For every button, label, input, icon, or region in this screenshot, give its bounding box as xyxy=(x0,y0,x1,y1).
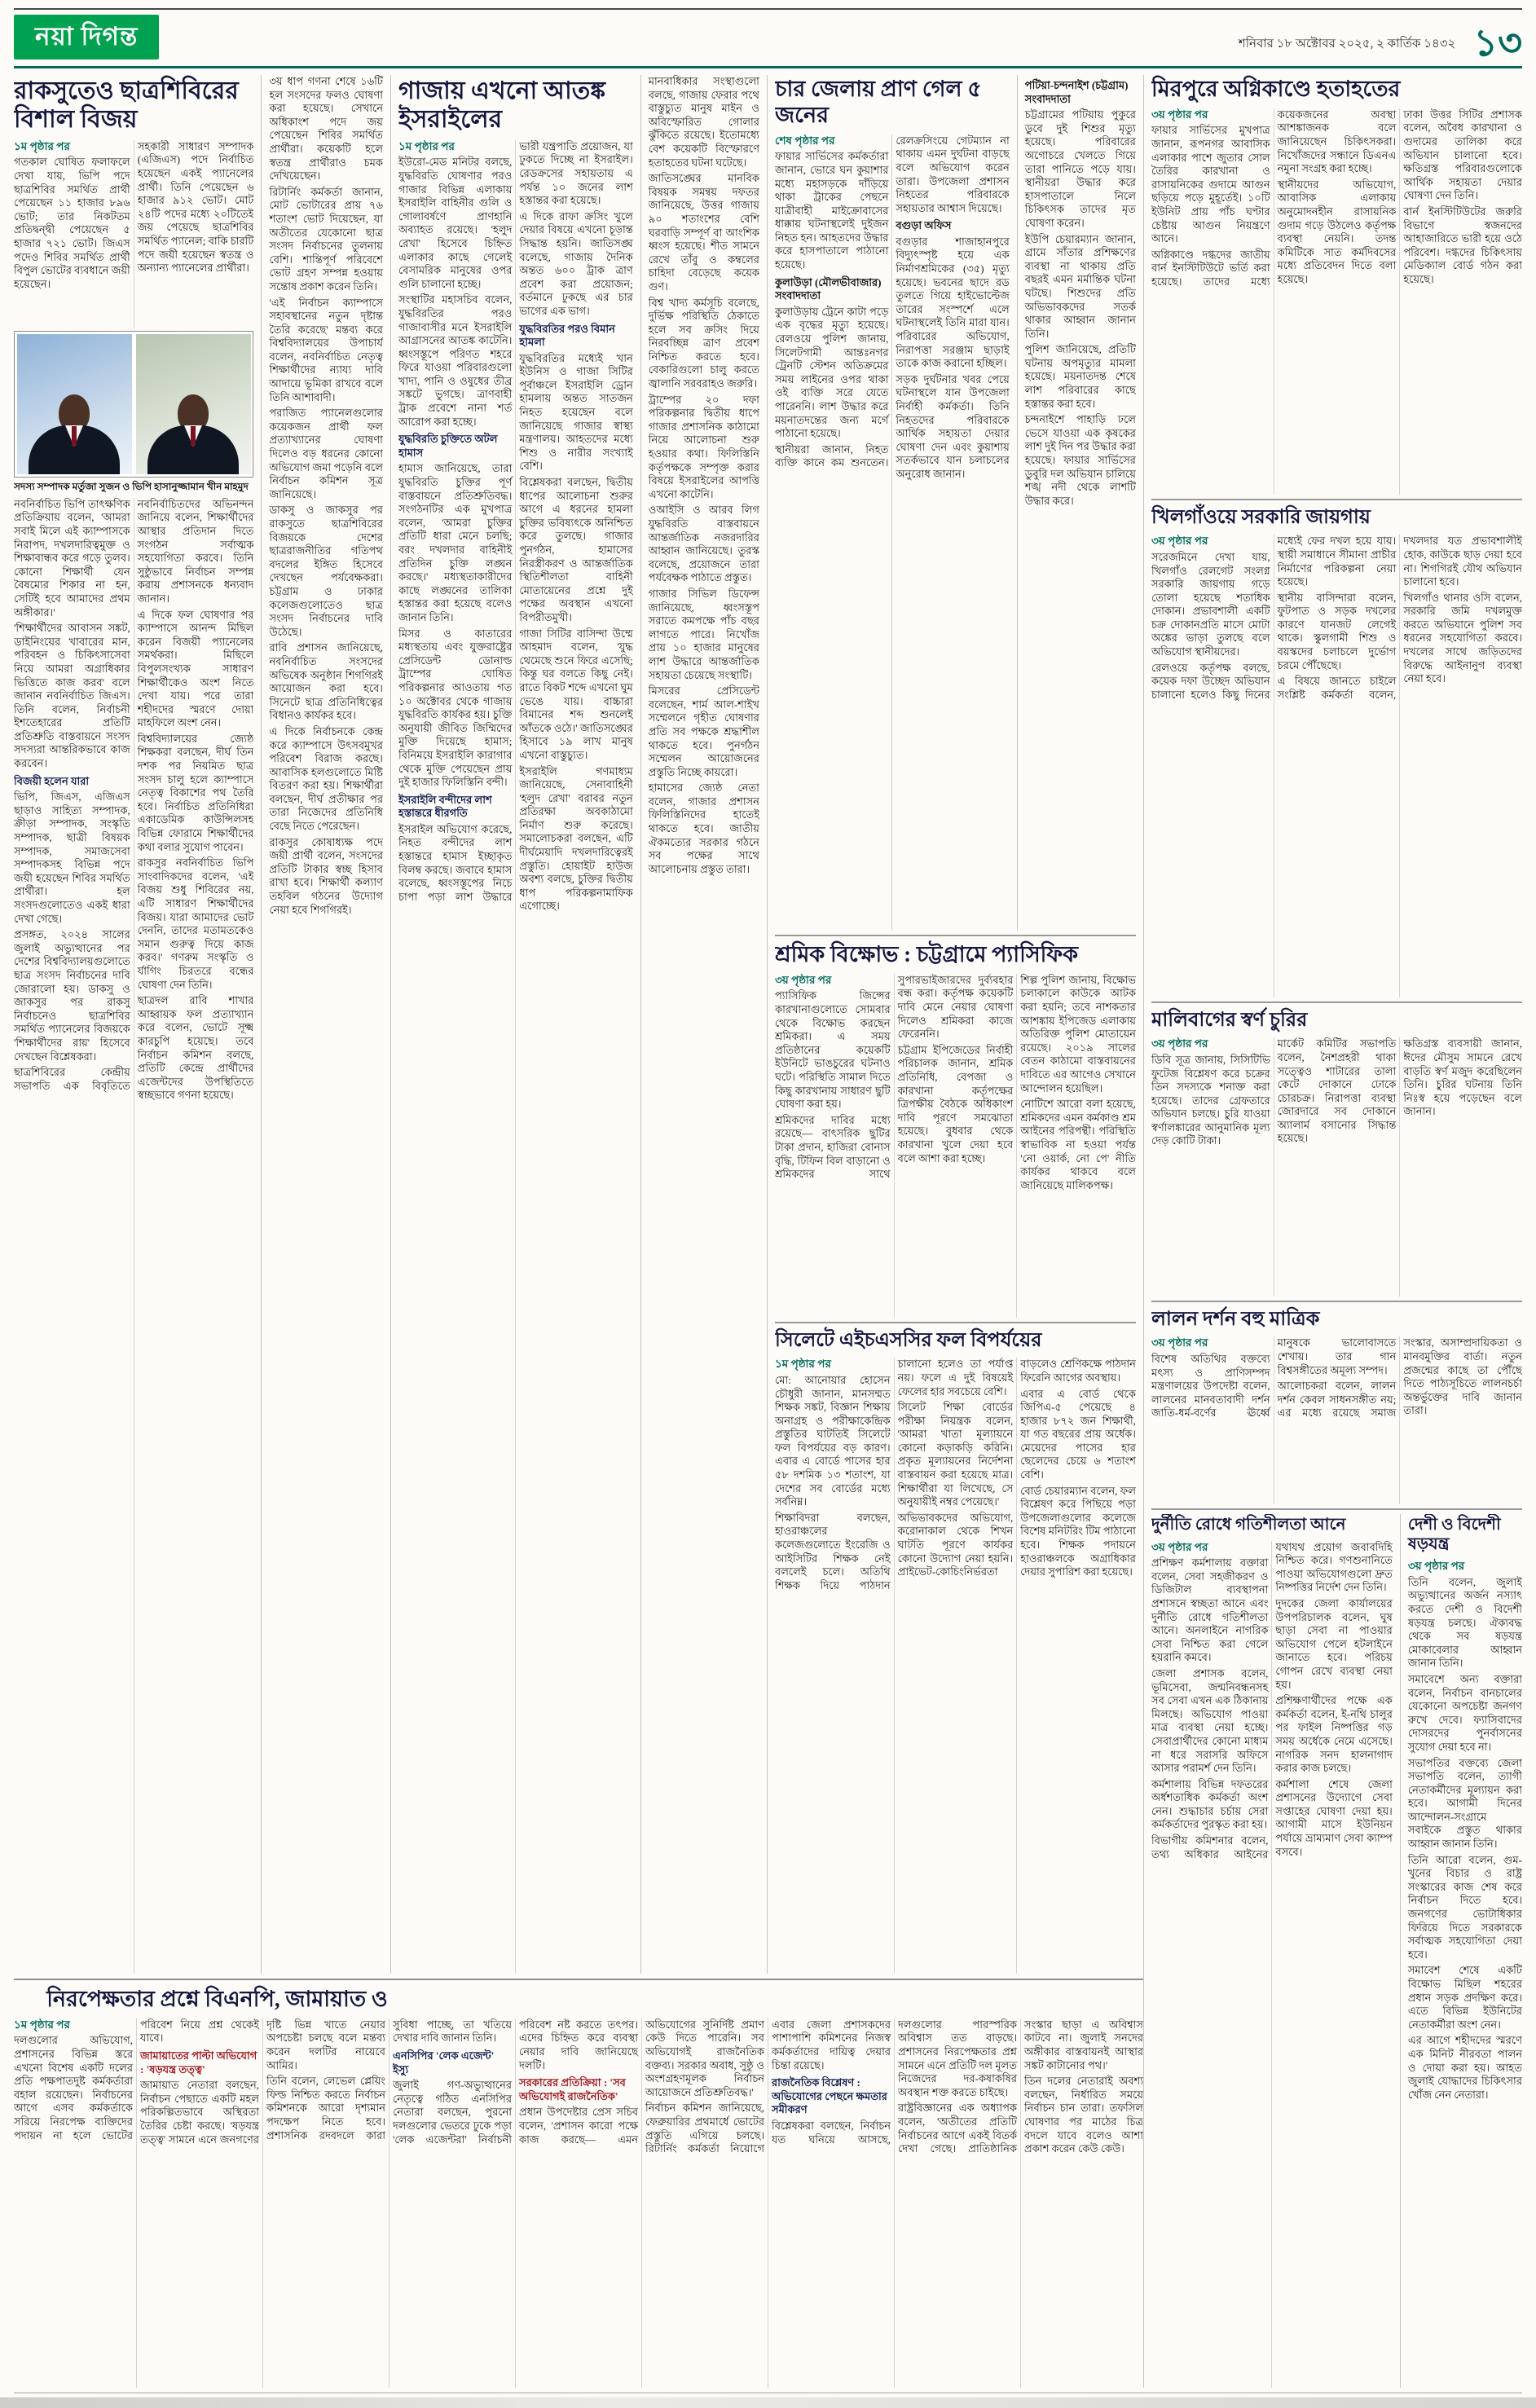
headline-raksu: রাকসুতেও ছাত্রশিবিরের বিশাল বিজয় xyxy=(14,77,239,134)
paragraph: ছাত্রশিবিরের কেন্দ্রীয় সভাপতি এক বিবৃতিতে নবনির্বাচিতদের অভিনন্দন জানিয়ে বলেন, শিক্ষার্থীদের আস্থার প্রতিদান দিতে সংগঠন সর্বাত্মক সহযোগিতা করবে। তিনি সুষ্ঠুভাবে নির্বাচন সম্পন্ন করায় প্রশাসনকে ধন্যবাদ জানান। xyxy=(14,497,254,1092)
scan-edge xyxy=(0,2397,1536,2408)
paragraph: সহকারী সাধারণ সম্পাদক (এজিএস) পদে নির্বাচিত হয়েছেন একই প্যানেলের প্রার্থী। তিনি পেয়েছেন ৬ হাজার ৯১২ ভোট। মোট ২৪টি পদের মধ্যে ২০টিতেই জয় পেয়েছে ছাত্রশিবির সমর্থিত প্যানেল; বাকি চারটি পদে জয়ী হয়েছেন স্বতন্ত্র ও অন্যান্য প্যানেলের প্রার্থীরা। xyxy=(137,139,254,275)
continuation-marker: ৩য় পৃষ্ঠার পর xyxy=(1407,1560,1465,1573)
headline-sylhet: সিলেটে এইচএসসির ফল বিপর্যয়ের xyxy=(774,1330,1042,1351)
newspaper-logo: নয়া দিগন্ত xyxy=(14,15,159,59)
continuation-marker: ৩য় পৃষ্ঠার পর xyxy=(1151,1540,1208,1553)
continuation-marker: ৩য় পৃষ্ঠার পর xyxy=(1151,1336,1208,1349)
article-raksu xyxy=(14,75,390,1974)
headline-mirpur: মিরপুরে অগ্নিকাণ্ডে হতাহতের xyxy=(1151,77,1401,101)
paragraph: দুদকের জেলা কার্যালয়ের উপপরিচালক বলেন, ঘুষ ছাড়া সেবা না পাওয়ার অভিযোগ পেলে হটলাইনে জানাতে হবে। পরিচয় গোপন রেখে ব্যবস্থা নেয়া হয়। xyxy=(1275,1596,1393,1691)
paragraph: নোটিশে আরো বলা হয়েছে, শ্রমিকদের এমন কর্মকাণ্ড শ্রম আইনের পরিপন্থী। পরিস্থিতি স্বাভাবিক না হওয়া পর্যন্ত 'নো ওয়ার্ক, নো পে' নীতি কার্যকর থাকবে বলে জানিয়েছে মালিকপক্ষ। xyxy=(1020,1098,1136,1191)
article-sylhet xyxy=(775,1322,1136,1974)
masthead-right xyxy=(1238,21,1522,64)
paragraph: গাজার সিভিল ডিফেন্স জানিয়েছে, ধ্বংসস্তূপ সরাতে কমপক্ষে পাঁচ বছর লাগতে পারে। নিখোঁজ প্রায় ১০ হাজার মানুষের লাশ উদ্ধারে আন্তর্জাতিক সহায়তা চেয়েছে সংস্থাটি। xyxy=(648,587,759,681)
continuation-marker: শেষ পৃষ্ঠার পর xyxy=(774,134,835,147)
headline-malibag: মালিবাগের স্বর্ণ চুরির xyxy=(1151,1010,1308,1031)
paragraph: কুলাউড়ায় ট্রেনে কাটা পড়ে এক বৃদ্ধের মৃত্যু হয়েছে। রেলওয়ে পুলিশ জানায়, সিলেটগামী আন্তঃনগর ট্রেনটি স্টেশন অতিক্রমের সময় লাইনের ওপর থাকা ওই ব্যক্তি সরে যেতে পারেননি। লাশ উদ্ধার করে ময়নাতদন্তের জন্য মর্গে পাঠানো হয়েছে। xyxy=(774,305,889,440)
paragraph: সরেজমিনে দেখা যায়, খিলগাঁও রেলগেট সংলগ্ন সরকারি জায়গায় গড়ে তোলা হয়েছে শতাধিক দোকান। প্রভাবশালী একটি চক্র দোকানপ্রতি মাসে মোটা অঙ্কের ভাড়া তুলছে বলে অভিযোগ স্থানীয়দের। xyxy=(1151,550,1270,658)
paragraph: ইউরো-মেড মনিটর বলছে, যুদ্ধবিরতি ঘোষণার পরও গাজার বিভিন্ন এলাকায় ইসরাইলি বাহিনীর গুলি ও গোলাবর্ষণে প্রাণহানি অব্যাহত রয়েছে। 'হলুদ রেখা' হিসেবে চিহ্নিত এলাকার কাছে গেলেই বেসামরিক মানুষের ওপর গুলি চালানো হচ্ছে। xyxy=(398,156,513,290)
paragraph: প্রসঙ্গত, ২০২৪ সালের জুলাই অভ্যুত্থানের পর দেশের বিশ্ববিদ্যালয়গুলোতে ছাত্র সংসদ নির্বাচনের দাবি জোরালো হয়। ডাকসু ও জাকসুর পর রাকসু নির্বাচনেও ছাত্রশিবির সমর্থিত প্যানেলের বিজয়কে 'শিক্ষার্থীদের রায়' হিসেবে দেখছেন বিশ্লেষকরা। xyxy=(14,928,130,1063)
article-side-column xyxy=(1017,75,1136,931)
portrait-photo-right xyxy=(136,334,251,474)
sub-headline: ইসরাইলি বন্দীদের লাশ হস্তান্তরে ধীরগতি xyxy=(398,793,492,820)
article-deshi xyxy=(1400,1514,1522,2388)
middle-rail xyxy=(767,75,1143,1974)
continuation-marker: ৩য় পৃষ্ঠার পর xyxy=(774,973,832,986)
article-body xyxy=(1151,535,1522,997)
sub-headline: যুদ্ধবিরতি চুক্তিতে অটল হামাস xyxy=(398,433,498,459)
paragraph: শ্রমিকদের দাবির মধ্যে রয়েছে— বাৎসরিক ছুটির টাকা প্রদান, হাজিরা বোনাস বৃদ্ধি, টিফিন বিল বাড়ানো ও শ্রমিকদের সাথে সুপারভাইজারদের দুর্ব্যবহার বন্ধ করা। কর্তৃপক্ষ কয়েকটি দাবি মেনে নেয়ার ঘোষণা দিলেও শ্রমিকরা কাজে ফেরেননি। xyxy=(774,973,1014,1181)
paragraph: এ দিকে নির্বাচনকে কেন্দ্র করে ক্যাম্পাসে উৎসবমুখর পরিবেশ বিরাজ করছে। আবাসিক হলগুলোতে মিষ্টি বিতরণ করা হয়। শিক্ষার্থীরা বলছেন, দীর্ঘ প্রতীক্ষার পর তারা নিজেদের প্রতিনিধি বেছে নিতে পেরেছেন। xyxy=(269,724,383,833)
article-body xyxy=(398,140,633,1974)
paragraph: বার্ন ইনস্টিটিউটের জরুরি বিভাগে স্বজনদের আহাজারিতে ভারী হয়ে ওঠে পরিবেশ। দগ্ধদের চিকিৎসায় মেডিক্যাল বোর্ড গঠন করা হয়েছে। xyxy=(1403,205,1522,285)
left-region xyxy=(14,75,1143,2388)
article-nirapekkhata xyxy=(14,1979,1143,2388)
paragraph: চট্টগ্রামের পটিয়ায় পুকুরে ডুবে দুই শিশুর মৃত্যু হয়েছে। পরিবারের অগোচরে খেলতে গিয়ে তারা পানিতে পড়ে যায়। স্থানীয়রা উদ্ধার করে হাসপাতালে নিলে চিকিৎসক তাদের মৃত ঘোষণা করেন। xyxy=(1024,108,1136,229)
headline-char-jela: চার জেলায় প্রাণ গেল ৫ জনের xyxy=(774,77,982,127)
paragraph: ঢাকা উত্তর সিটির প্রশাসক বলেন, অবৈধ কারখানা ও গুদামের তালিকা করে অভিযান চালানো হবে। ক্ষতিগ্রস্ত পরিবারগুলোকে আর্থিক সহায়তা দেয়ার ঘোষণা দেন তিনি। xyxy=(1403,108,1522,202)
paragraph: প্যাসিফিক জিন্সের কারখানাগুলোতে সোমবার থেকে বিক্ষোভ করছেন শ্রমিকরা। এ সময় প্রতিষ্ঠানের কয়েকটি ইউনিটে ভাঙচুরের ঘটনাও ঘটে। পরিস্থিতি সামাল দিতে কিছু কারখানায় সাধারণ ছুটি ঘোষণা করা হয়। xyxy=(774,989,891,1111)
paragraph: তিনি বলেন, জুলাই অভ্যুত্থানের অর্জন নস্যাৎ করতে দেশী ও বিদেশী ষড়যন্ত্র চলছে। ঐক্যবদ্ধ থেকে সব ষড়যন্ত্র মোকাবেলার আহ্বান জানান তিনি। xyxy=(1407,1575,1522,1670)
paragraph: গতকাল ঘোষিত ফলাফলে দেখা যায়, ভিপি পদে ছাত্রশিবির সমর্থিত প্রার্থী পেয়েছেন ১১ হাজার ৮৯৬ ভোট; তার নিকটতম প্রতিদ্বন্দ্বী পেয়েছেন ৫ হাজার ৭২১ ভোট। জিএস পদেও শিবির সমর্থিত প্রার্থী বিপুল ভোটের ব্যবধানে জয়ী হয়েছেন। xyxy=(14,156,130,290)
article-body xyxy=(14,498,253,1974)
photo-caption: সদস্য সম্পাদক মর্তুজা সুজন ও ভিপি হাসানুজ্জামান খীন মাহমুদ xyxy=(14,480,249,492)
paragraph: মিসরের প্রেসিডেন্ট বলেছেন, শার্ম আল-শাইখ সম্মেলনে গৃহীত ঘোষণার প্রতি সব পক্ষকে শ্রদ্ধাশীল থাকতে হবে। পুনর্গঠন সম্মেলন আয়োজনের প্রস্তুতি নিচ্ছে কায়রো। xyxy=(648,685,759,778)
continuation-marker: ৩য় পৃষ্ঠার পর xyxy=(1151,108,1208,121)
paragraph: পরাজিত প্যানেলগুলোর কয়েকজন প্রার্থী ফল প্রত্যাখ্যানের ঘোষণা দিলেও বড় ধরনের কোনো অভিযোগ জমা পড়েনি বলে নির্বাচন কমিশন সূত্র জানিয়েছে। xyxy=(269,407,383,500)
paragraph: ট্রাম্পের ২০ দফা পরিকল্পনার দ্বিতীয় ধাপে গাজার প্রশাসনিক কাঠামো নিয়ে আলোচনা শুরু হওয়ার কথা। ফিলিস্তিনি কর্তৃপক্ষকে সম্পৃক্ত করার বিষয়ে ইসরাইলের আপত্তি এখনো কাটেনি। xyxy=(648,393,759,500)
article-body xyxy=(775,1358,1136,1974)
paragraph: ফায়ার সার্ভিসের মুখপাত্র জানান, রূপনগর আবাসিক এলাকার পাশে জুতার সোল তৈরির কারখানা ও রাসায়নিকের গুদামে আগুন ছড়িয়ে পড়ে মুহূর্তেই। ১০টি ইউনিট প্রায় পাঁচ ঘণ্টার চেষ্টায় আগুন নিয়ন্ত্রণে আনে। xyxy=(1151,124,1270,245)
paragraph: রিটার্নিং কর্মকর্তা জানান, মোট ভোটারের প্রায় ৭৬ শতাংশ ভোট দিয়েছেন, যা অতীতের যেকোনো ছাত্র সংসদ নির্বাচনের তুলনায় বেশি। শান্তিপূর্ণ পরিবেশে ভোট গ্রহণ সম্পন্ন হওয়ায় সন্তোষ প্রকাশ করেন তিনি। xyxy=(269,185,383,293)
paragraph: চন্দনাইশে পাহাড়ি ঢলে ভেসে যাওয়া এক কৃষকের লাশ দুই দিন পর উদ্ধার করা হয়েছে। ফায়ার সার্ভিসের ডুবুরি দল অভিযান চালিয়ে শঙ্খ নদী থেকে লাশটি উদ্ধার করে। xyxy=(1024,413,1136,507)
right-bottom-duo xyxy=(1151,1508,1522,2388)
paragraph: যুদ্ধবিরতির মধ্যেই খান ইউনিস ও গাজা সিটির পূর্বাঞ্চলে ইসরাইলি ড্রোন হামলায় অন্তত সাতজন নিহত হয়েছেন বলে জানিয়েছে গাজার স্বাস্থ্য মন্ত্রণালয়। আহতদের মধ্যে শিশু ও নারীর সংখ্যাই বেশি। xyxy=(519,351,633,473)
paragraph: বিভাগীয় কমিশনার বলেন, তথ্য অধিকার আইনের যথাযথ প্রয়োগ জবাবদিহি নিশ্চিত করে। গণশুনানিতে পাওয়া অভিযোগগুলো দ্রুত নিষ্পত্তির নির্দেশ দেন তিনি। xyxy=(1151,1540,1393,1860)
paragraph: এবার এ বোর্ড থেকে জিপিএ-৫ পেয়েছে ৪ হাজার ৮৭২ জন শিক্ষার্থী, যা গত বছরের প্রায় অর্ধেক। মেয়েদের পাসের হার ছেলেদের চেয়ে ৬ শতাংশ বেশি। xyxy=(1020,1387,1136,1481)
article-gaza xyxy=(390,75,767,1974)
paragraph: বিশ্ব খাদ্য কর্মসূচি বলেছে, দুর্ভিক্ষ পরিস্থিতি ঠেকাতে হলে সব ক্রসিং দিয়ে নিরবচ্ছিন্ন ত্রাণ প্রবেশ নিশ্চিত করতে হবে। বেকারিগুলো চালু করতে জ্বালানি সরবরাহও জরুরি। xyxy=(648,296,759,390)
paragraph: ভিপি, জিএস, এজিএস ছাড়াও সাহিত্য সম্পাদক, ক্রীড়া সম্পাদক, সংস্কৃতি সম্পাদক, ছাত্রী বিষয়ক সম্পাদক, সমাজসেবা সম্পাদকসহ বিভিন্ন পদে জয়ী হয়েছেন শিবির সমর্থিত প্রার্থীরা। হল সংসদগুলোতেও একই ধারা দেখা গেছে। xyxy=(14,790,130,925)
continuation-marker: ১ম পৃষ্ঠার পর xyxy=(774,1358,831,1371)
article-lalon xyxy=(1151,1301,1522,1504)
paragraph: প্রশিক্ষণার্থীদের পক্ষে এক কর্মকর্তা বলেন, ই-নথি চালুর পর ফাইল নিষ্পত্তির গড় সময় অর্ধেকে নেমে এসেছে। নাগরিক সনদ হালনাগাদ করার কাজ চলছে। xyxy=(1275,1694,1393,1775)
date-line: শনিবার ১৮ অক্টোবর ২০২৫, ২ কার্তিক ১৪৩২ xyxy=(1238,37,1456,51)
paragraph: এর আগে শহীদদের স্মরণে এক মিনিট নীরবতা পালন ও দোয়া করা হয়। আহত জুলাই যোদ্ধাদের চিকিৎসার খোঁজ নেন নেতারা। xyxy=(1407,2034,1522,2101)
sub-headline: যুদ্ধবিরতির পরও বিমান হামলা xyxy=(519,322,615,349)
article-body xyxy=(775,134,1010,931)
paragraph: তিনি বলেন, লেভেল প্লেয়িং ফিল্ড নিশ্চিত করতে নির্বাচন কমিশনকে আরো দৃশ্যমান পদক্ষেপ নিতে হবে। প্রশাসনিক রদবদলে কারা সুবিধা পাচ্ছে, তা খতিয়ে দেখার দাবি জানান তিনি। xyxy=(266,2018,512,2142)
article-body xyxy=(1151,1336,1522,1504)
continuation-marker: ১ম পৃষ্ঠার পর xyxy=(14,139,70,152)
headline-deshi: দেশী ও বিদেশী ষড়যন্ত্র xyxy=(1407,1516,1501,1553)
paragraph: রাকসুর কোষাধ্যক্ষ পদে জয়ী প্রার্থী বলেন, সংসদের প্রতিটি টাকার স্বচ্ছ হিসাব রাখা হবে। শিক্ষার্থী কল্যাণ তহবিল গঠনের উদ্যোগ নেয়া হবে শিগগিরই। xyxy=(269,835,383,916)
portrait-photo-left xyxy=(17,334,132,474)
article-body xyxy=(775,974,1136,1318)
article-body xyxy=(1151,108,1522,495)
paragraph: স্থানীয়দের অভিযোগ, আবাসিক এলাকায় অনুমোদনহীন রাসায়নিক গুদাম গড়ে উঠলেও কর্তৃপক্ষ ব্যবস্থা নেয়নি। তদন্ত কমিটিকে সাত কর্মদিবসের মধ্যে প্রতিবেদন দিতে বলা হয়েছে। xyxy=(1277,178,1397,285)
paragraph: সমাবেশ শেষে একটি বিক্ষোভ মিছিল শহরের প্রধান সড়ক প্রদক্ষিণ করে। এতে বিভিন্ন ইউনিটের নেতাকর্মীরা অংশ নেন। xyxy=(1407,1964,1522,2031)
paragraph: শিল্প পুলিশ জানায়, বিক্ষোভ চলাকালে কাউকে আটক করা হয়নি; তবে নাশকতার আশঙ্কায় ইপিজেড এলাকায় অতিরিক্ত পুলিশ মোতায়েন রয়েছে। ২০১৯ সালের বেতন কাঠামো বাস্তবায়নের দাবিতে এর আগেও সেখানে আন্দোলন হয়েছিল। xyxy=(1020,973,1136,1094)
paragraph: ইসরাইলি গণমাধ্যম জানিয়েছে, সেনাবাহিনী 'হলুদ রেখা' বরাবর নতুন প্রতিরক্ষা অবকাঠামো নির্মাণ শুরু করেছে। সমালোচকরা বলছেন, এটি দীর্ঘমেয়াদি দখলদারিত্বেরই প্রস্তুতি। হোয়াইট হাউজ অবশ্য বলছে, চুক্তির দ্বিতীয় ধাপ পরিকল্পনামাফিক এগোচ্ছে। xyxy=(519,764,633,913)
top-rails xyxy=(14,75,1143,1974)
paragraph: ছাত্রদল রাবি শাখার আহ্বায়ক ফল প্রত্যাখ্যান করে বলেন, ভোটে সূক্ষ্ম কারচুপি হয়েছে। তবে নির্বাচন কমিশন বলছে, প্রতিটি কেন্দ্রে প্রার্থীদের এজেন্টদের উপস্থিতিতে স্বচ্ছভাবে গণনা হয়েছে। xyxy=(137,994,254,1102)
article-khilgaon xyxy=(1151,499,1522,997)
paragraph: দলগুলোর অভিযোগ, প্রশাসনের বিভিন্ন স্তরে এখনো বিশেষ একটি দলের প্রতি পক্ষপাতদুষ্ট কর্মকর্তারা বহাল রয়েছেন। নির্বাচনের আগে এসব কর্মকর্তাকে সরিয়ে নিরপেক্ষ ব্যক্তিদের পদায়ন না হলে ভোটের পরিবেশ নিয়ে প্রশ্ন থেকেই যাবে। xyxy=(14,2018,259,2142)
paragraph: 'এই নির্বাচন ক্যাম্পাসে সহাবস্থানের নতুন দৃষ্টান্ত তৈরি করেছে' মন্তব্য করে বিশ্ববিদ্যালয়ের উপাচার্য বলেন, নবনির্বাচিত নেতৃত্ব শিক্ষার্থীদের ন্যায্য দাবি আদায়ে ভূমিকা রাখবে বলে তিনি আশাবাদী। xyxy=(269,296,383,403)
paragraph: বোর্ড চেয়ারম্যান বলেন, ফল বিশ্লেষণ করে পিছিয়ে পড়া উপজেলাগুলোর কলেজে বিশেষ মনিটরিং টিম পাঠানো হবে। শিক্ষক পদায়নে হাওরাঞ্চলকে অগ্রাধিকার দেয়ার সুপারিশ করা হয়েছে। xyxy=(1020,1484,1136,1578)
sub-headline: বিজয়ী হলেন যারা xyxy=(14,774,90,787)
sub-headline: এনসিপির 'লেক এজেন্ট' ইস্যু xyxy=(393,2049,495,2076)
paragraph: মিসর ও কাতারের মধ্যস্থতায় এবং যুক্তরাষ্ট্রের প্রেসিডেন্ট ডোনাল্ড ট্রাম্পের ঘোষিত পরিকল্পনার আওতায় গত ১০ অক্টোবর থেকে গাজায় যুদ্ধবিরতি কার্যকর হয়। চুক্তি অনুযায়ী জীবিত জিম্মিদের মুক্তি দিয়েছে হামাস; বিনিময়ে ইসরাইলি কারাগার থেকে মুক্তি পেয়েছেন প্রায় দুই হাজার ফিলিস্তিনি বন্দী। xyxy=(398,627,513,789)
paragraph: এ দিকে রাফা ক্রসিং খুলে দেয়ার বিষয়ে এখনো চূড়ান্ত সিদ্ধান্ত হয়নি। জাতিসঙ্ঘ বলেছে, গাজায় দৈনিক অন্তত ৬০০ ট্রাক ত্রাণ প্রবেশ করা প্রয়োজন; বর্তমানে ঢুকছে এর চার ভাগের এক ভাগ। xyxy=(519,209,633,317)
paragraph: জামায়াত নেতারা বলছেন, নির্বাচন পেছাতে একটি মহল পরিকল্পিতভাবে অস্থিরতা তৈরির চেষ্টা করছে। 'ষড়যন্ত্র তত্ত্ব' সামনে এনে জনগণের দৃষ্টি ভিন্ন খাতে নেয়ার অপচেষ্টা চলছে বলে মন্তব্য করেন দলটির নায়েবে আমির। xyxy=(140,2018,385,2146)
paragraph: তিনি আরো বলেন, গুম-খুনের বিচার ও রাষ্ট্র সংস্কারের কাজ শেষ করে নির্বাচন দিতে হবে। জনগণের ভোটাধিকার ফিরিয়ে দিতে সরকারকে সর্বাত্মক সহযোগিতা দেয়া হবে। xyxy=(1407,1853,1522,1961)
page-content xyxy=(0,68,1536,2388)
paragraph: সড়ক দুর্ঘটনার খবর পেয়ে ঘটনাস্থলে যান উপজেলা নির্বাহী কর্মকর্তা। তিনি নিহতদের পরিবারকে আর্থিক সহায়তা দেয়ার ঘোষণা দেন এবং কুয়াশায় সতর্কভাবে যান চলাচলের অনুরোধ জানান। xyxy=(896,372,1010,480)
paragraph: গাজা সিটির বাসিন্দা উম্মে আহমাদ বলেন, 'যুদ্ধ থেমেছে শুনে ফিরে এসেছি; কিন্তু ঘর বলতে কিছু নেই। রাতে বিকট শব্দে এখনো ঘুম ভেঙে যায়। বাচ্চারা বিমানের শব্দ শুনলেই আঁতকে ওঠে।' জাতিসঙ্ঘের হিসাবে ১৯ লাখ মানুষ এখনো বাস্তুচ্যুত। xyxy=(519,627,633,761)
continuation-marker: ৩য় পৃষ্ঠার পর xyxy=(1151,1037,1208,1050)
paragraph: অভিভাবকদের অভিযোগ, করোনাকাল থেকে শিখন ঘাটতি পূরণে কার্যকর কোনো উদ্যোগ নেয়া হয়নি। প্রাইভেট-কোচিংনির্ভরতা বাড়লেও শ্রেণিকক্ষে পাঠদান ফিরেনি আগের অবস্থায়। xyxy=(897,1358,1136,1578)
paragraph: বগুড়ার শাজাহানপুরে বিদ্যুৎস্পৃষ্ট হয়ে এক নির্মাণশ্রমিকের (৩৫) মৃত্যু হয়েছে। ভবনের ছাদে রড তুলতে গিয়ে হাইভোল্টেজ তারের সংস্পর্শে এলে ঘটনাস্থলেই তিনি মারা যান। পরিবারের অভিযোগ, নিরাপত্তা সরঞ্জাম ছাড়াই তাকে কাজ করানো হচ্ছিল। xyxy=(896,235,1010,370)
paragraph: ওআইসি ও আরব লিগ যুদ্ধবিরতি বাস্তবায়নে আন্তর্জাতিক নজরদারির আহ্বান জানিয়েছে। তুরস্ক বলেছে, প্রয়োজনে তারা পর্যবেক্ষক পাঠাতে প্রস্তুত। xyxy=(648,504,759,584)
continuation-marker: ১ম পৃষ্ঠার পর xyxy=(398,139,455,152)
paragraph: 'শিক্ষার্থীদের আবাসন সঙ্কট, ডাইনিংয়ের খাবারের মান, পরিবহন ও চিকিৎসাসেবা নিয়ে আমরা অগ্রাধিকার ভিত্তিতে কাজ করব' বলে জানান নবনির্বাচিত জিএস। তিনি বলেন, নির্বাচনী ইশতেহারের প্রতিটি প্রতিশ্রুতি বাস্তবায়নে সংসদ সদস্যরা আন্তরিকভাবে কাজ করবেন। xyxy=(14,622,130,770)
paragraph: জুলাই গণ-অভ্যুত্থানের নেতৃত্বে গঠিত এনসিপির নেতারা বলছেন, পুরনো দলগুলোর ভেতরে ঢুকে পড়া 'লেক এজেন্টরা' নির্বাচনী পরিবেশ নষ্ট করতে তৎপর। এদের চিহ্নিত করে ব্যবস্থা নেয়ার দাবি জানিয়েছে দলটি। xyxy=(393,2018,638,2146)
paragraph: বিশ্ববিদ্যালয়ের জ্যেষ্ঠ শিক্ষকরা বলছেন, দীর্ঘ তিন দশক পর নিয়মিত ছাত্র সংসদ চালু হলে ক্যাম্পাসে নেতৃত্ব বিকাশের পথ তৈরি হবে। নির্বাচিত প্রতিনিধিরা একাডেমিক কাউন্সিলসহ বিভিন্ন ফোরামে শিক্ষার্থীদের কথা বলার সুযোগ পাবেন। xyxy=(137,732,254,853)
paragraph: ফায়ার সার্ভিসের কর্মকর্তারা জানান, ভোরে ঘন কুয়াশার মধ্যে মহাসড়কে দাঁড়িয়ে থাকা ট্রাকের পেছনে যাত্রীবাহী মাইক্রোবাসের ধাক্কায় ঘটনাস্থলেই দুইজন নিহত হন। আহতদের উদ্ধার করে হাসপাতালে পাঠানো হয়েছে। xyxy=(774,150,889,271)
paragraph: ডাকসু ও জাকসুর পর রাকসুতে ছাত্রশিবিরের বিজয়কে দেশের ছাত্ররাজনীতির গতিপথ বদলের ইঙ্গিত হিসেবে দেখছেন পর্যবেক্ষকরা। চট্টগ্রাম ও ঢাকার কলেজগুলোতেও ছাত্র সংসদ নির্বাচনের দাবি উঠেছে। xyxy=(269,504,383,638)
paragraph: সমাবেশে অন্য বক্তারা বলেন, নির্বাচন বানচালের যেকোনো অপচেষ্টা জনগণ রুখে দেবে। ফ্যাসিবাদের দোসরদের পুনর্বাসনের সুযোগ দেয়া হবে না। xyxy=(1407,1672,1522,1753)
paragraph: সিলেট শিক্ষা বোর্ডের পরীক্ষা নিয়ন্ত্রক বলেন, 'আমরা খাতা মূল্যায়নে কোনো কড়াকড়ি করিনি। প্রকৃত মূল্যায়নের নির্দেশনা বাস্তবায়ন করা হয়েছে মাত্র। শিক্ষার্থীরা যা লিখেছে, সে অনুযায়ীই নম্বর পেয়েছে।' xyxy=(897,1401,1014,1508)
byline: কুলাউড়া (মৌলভীবাজার) সংবাদদাতা xyxy=(774,275,882,302)
article-body xyxy=(1151,1541,1393,2388)
paragraph: প্রশিক্ষণ কর্মশালায় বক্তারা বলেন, সেবা সহজীকরণ ও ডিজিটাল ব্যবস্থাপনা প্রশাসনে স্বচ্ছতা আনে এবং দুর্নীতি রোধে গতিশীলতা আনে। অনলাইনে নাগরিক সেবা নিশ্চিত করা গেলে হয়রানি কমবে। xyxy=(1151,1556,1269,1664)
page-number: ১৩ xyxy=(1473,21,1522,64)
paragraph: চট্টগ্রাম ইপিজেডের নির্বাহী পরিচালক জানান, শ্রমিক প্রতিনিধি, বেপজা ও কারখানা কর্তৃপক্ষের ত্রিপক্ষীয় বৈঠকে অধিকাংশ দাবি পূরণে সমঝোতা হয়েছে। বুধবার থেকে কারখানা খুলে দেয়া হবে বলে আশা করা হচ্ছে। xyxy=(897,1043,1014,1164)
article-char-jela xyxy=(775,75,1136,931)
paragraph: ইউপি চেয়ারম্যান জানান, গ্রামে সাঁতার প্রশিক্ষণের ব্যবস্থা না থাকায় প্রতি বছরই এমন মর্মান্তিক ঘটনা ঘটছে। শিশুদের প্রতি অভিভাবকদের সতর্ক থাকার আহ্বান জানান তিনি। xyxy=(1024,232,1136,340)
headline-nirapekkhata: নিরপেক্ষতার প্রশ্নে বিএনপি, জামায়াত ও xyxy=(46,1987,388,2011)
headline-durniti: দুর্নীতি রোধে গতিশীলতা আনে xyxy=(1151,1516,1346,1534)
paragraph: বিশ্লেষকরা বলছেন, দ্বিতীয় ধাপের আলোচনা শুরুর আগে এ ধরনের হামলা চুক্তির ভবিষ্যৎকে অনিশ্চিত করে তুলছে। গাজার পুনর্গঠন, হামাসের নিরস্ত্রীকরণ ও আন্তর্জাতিক স্থিতিশীলতা বাহিনী মোতায়েনের প্রশ্নে দুই পক্ষের অবস্থান এখনো বিপরীতমুখী। xyxy=(519,476,633,623)
article-body xyxy=(1151,1037,1522,1296)
paragraph: এ বিষয়ে জানতে চাইলে সংশ্লিষ্ট কর্মকর্তা বলেন, দখলদার যত প্রভাবশালীই হোক, কাউকে ছাড় দেয়া হবে না। শিগগিরই যৌথ অভিযান চালানো হবে। xyxy=(1277,535,1522,701)
paragraph: প্রধান উপদেষ্টার প্রেস সচিব বলেন, 'প্রশাসন কারো পক্ষে কাজ করছে— এমন অভিযোগের সুনির্দিষ্ট প্রমাণ কেউ দিতে পারেনি। সব অভিযোগই রাজনৈতিক বক্তব্য। সরকার অবাধ, সুষ্ঠু ও অংশগ্রহণমূলক নির্বাচন আয়োজনে প্রতিশ্রুতিবদ্ধ।' xyxy=(519,2018,764,2146)
paragraph: নির্বাচন কমিশন জানিয়েছে, ফেব্রুয়ারির প্রথমার্ধে ভোটের প্রস্তুতি এগিয়ে চলছে। রিটার্নিং কর্মকর্তা নিয়োগে এবার জেলা প্রশাসকদের পাশাপাশি কমিশনের নিজস্ব কর্মকর্তাদের দায়িত্ব দেয়ার চিন্তা রয়েছে। xyxy=(645,2018,891,2155)
paragraph: স্থানীয়রা জানান, নিহত ব্যক্তি কানে কম শুনতেন। রেলক্রসিংয়ে গেটম্যান না থাকায় এমন দুর্ঘটনা বাড়ছে বলে অভিযোগ করেন তারা। উপজেলা প্রশাসন নিহতের পরিবারকে সহায়তার আশ্বাস দিয়েছে। xyxy=(774,134,1010,469)
paragraph: রাষ্ট্রবিজ্ঞানের এক অধ্যাপক বলেন, 'অতীতের প্রতিটি নির্বাচনের আগে একই বিতর্ক দেখা গেছে। প্রাতিষ্ঠানিক সংস্কার ছাড়া এ অবিশ্বাস কাটবে না। জুলাই সনদের অঙ্গীকার বাস্তবায়নই আস্থার সঙ্কট কাটানোর পথ।' xyxy=(898,2018,1143,2155)
sub-headline: জামায়াতের পাল্টা অভিযোগ : 'ষড়যন্ত্র তত্ত্ব' xyxy=(140,2049,257,2076)
article-body xyxy=(14,140,253,329)
article-durniti xyxy=(1151,1514,1400,2388)
sub-headline: সরকারের প্রতিক্রিয়া : 'সব অভিযোগই রাজনৈতিক' xyxy=(519,2076,626,2102)
byline: পটিয়া-চন্দনাইশ (চট্টগ্রাম) সংবাদদাতা xyxy=(1024,79,1129,105)
paragraph: অগ্নিকাণ্ডে দগ্ধদের জাতীয় বার্ন ইনস্টিটিউটে ভর্তি করা হয়েছে। তাদের মধ্যে কয়েকজনের অবস্থা আশঙ্কাজনক বলে জানিয়েছেন চিকিৎসকরা। নিখোঁজদের সন্ধানে ডিএনএ নমুনা সংগ্রহ করা হচ্ছে। xyxy=(1151,108,1397,288)
paragraph: বিশেষ অতিথির বক্তব্যে মৎস্য ও প্রাণিসম্পদ মন্ত্রণালয়ের উপদেষ্টা বলেন, লালনের মানবতাবাদী দর্শন জাতি-ধর্ম-বর্ণের ঊর্ধ্বে মানুষকে ভালোবাসতে শেখায়। তার গান বিশ্বসঙ্গীতের অমূল্য সম্পদ। xyxy=(1151,1336,1397,1420)
right-rail xyxy=(1143,75,1522,2388)
headline-khilgaon: খিলগাঁওয়ে সরকারি জায়গায় xyxy=(1151,507,1371,528)
paragraph: মার্কেট কমিটির সভাপতি বলেন, নৈশপ্রহরী থাকা সত্ত্বেও শাটারের তালা কেটে দোকানে ঢোকে চোরচক্র। নিরাপত্তা ব্যবস্থা জোরদারে সব দোকানে অ্যালার্ম বসানোর সিদ্ধান্ত হয়েছে। xyxy=(1277,1037,1397,1145)
headline-sramik: শ্রমিক বিক্ষোভ : চট্টগ্রামে প্যাসিফিক xyxy=(774,942,1079,966)
paragraph: শিক্ষাবিদরা বলছেন, হাওরাঞ্চলের কলেজগুলোতে ইংরেজি ও আইসিটির শিক্ষক নেই বললেই চলে। অতিথি শিক্ষক দিয়ে পাঠদান চালানো হলেও তা পর্যাপ্ত নয়। ফলে এ দুই বিষয়েই ফেলের হার সবচেয়ে বেশি। xyxy=(774,1358,1014,1591)
paragraph: কর্মশালায় বিভিন্ন দফতরের অর্ধশতাধিক কর্মকর্তা অংশ নেন। শুদ্ধাচার চর্চায় সেরা কর্মকর্তাদের পুরস্কৃত করা হয়। xyxy=(1151,1777,1269,1831)
masthead xyxy=(14,8,1522,68)
continuation-marker: ৩য় পৃষ্ঠার পর xyxy=(1151,535,1208,548)
sub-headline: রাজনৈতিক বিশ্লেষণ : অভিযোগের পেছনে ক্ষমতার সমীকরণ xyxy=(772,2076,887,2116)
article-mirpur xyxy=(1151,75,1522,495)
paragraph: ক্ষতিগ্রস্ত ব্যবসায়ী জানান, ঈদের মৌসুম সামনে রেখে বাড়তি স্বর্ণ মজুদ করেছিলেন তিনি। চুরির ঘটনায় তিনি নিঃস্ব হয়ে পড়েছেন বলে জানান। xyxy=(1403,1037,1522,1118)
paragraph: ইসরাইল অভিযোগ করেছে, নিহত বন্দীদের লাশ হস্তান্তরে হামাস ইচ্ছাকৃত বিলম্ব করছে। জবাবে হামাস বলেছে, ধ্বংসস্তূপের নিচে চাপা পড়া লাশ উদ্ধারে ভারী যন্ত্রপাতি প্রয়োজন, যা ঢুকতে দিচ্ছে না ইসরাইল। রেডক্রসের সহায়তায় এ পর্যন্ত ১০ জনের লাশ হস্তান্তর করা হয়েছে। xyxy=(398,139,633,903)
paragraph: এ দিকে ফল ঘোষণার পর ক্যাম্পাসে আনন্দ মিছিল করেন বিজয়ী প্যানেলের সমর্থকরা। মিছিলে বিপুলসংখ্যক সাধারণ শিক্ষার্থীকেও অংশ নিতে দেখা যায়। পরে তারা শহীদদের স্মরণে দোয়া মাহফিলে অংশ নেন। xyxy=(137,608,254,729)
paragraph: সংস্থাটির মহাসচিব বলেন, যুদ্ধবিরতির পরও গাজাবাসীর মনে ইসরাইলি আগ্রাসনের আতঙ্ক কাটেনি। ধ্বংসস্তূপে পরিণত শহরে ফিরে যাওয়া পরিবারগুলো খাদ্য, পানি ও ওষুধের তীব্র সঙ্কটে ভুগছে। ত্রাণবাহী ট্রাক প্রবেশে নানা শর্ত আরোপ করা হচ্ছে। xyxy=(398,293,513,428)
paragraph: মানবাধিকার সংস্থাগুলো বলছে, গাজায় ফেরার পথে বাস্তুচ্যুত মানুষ মাইন ও অবিস্ফোরিত গোলার ঝুঁকিতে রয়েছে। ইতোমধ্যে বেশ কয়েকটি বিস্ফোরণে হতাহতের ঘটনা ঘটেছে। xyxy=(648,75,759,169)
paragraph: রাবি প্রশাসন জানিয়েছে, নবনির্বাচিত সংসদের অভিষেক অনুষ্ঠান শিগগিরই আয়োজন করা হবে। সিনেটে ছাত্র প্রতিনিধিত্বের বিধানও কার্যকর হবে। xyxy=(269,641,383,722)
paragraph: রাকসুর নবনির্বাচিত ভিপি সাংবাদিকদের বলেন, 'এই বিজয় শুধু শিবিরের নয়, এটি সাধারণ শিক্ষার্থীদের বিজয়। যারা আমাদের ভোট দেননি, তাদের মতামতকেও সমান গুরুত্ব দিয়ে কাজ করব।' গণরুম সংস্কৃতি ও র্যাগিং চিরতরে বন্ধের ঘোষণা দেন তিনি। xyxy=(137,856,254,991)
continuation-marker: ১ম পৃষ্ঠার পর xyxy=(14,2018,70,2031)
headline-gaza: গাজায় এখনো আতঙ্ক ইসরাইলের xyxy=(398,77,606,134)
article-body xyxy=(1408,1560,1522,2102)
paragraph: রেলওয়ে কর্তৃপক্ষ বলছে, কয়েক দফা উচ্ছেদ অভিযান চালানো হলেও কিছু দিনের মধ্যেই ফের দখল হয়ে যায়। স্থায়ী সমাধানে সীমানা প্রাচীর নির্মাণের পরিকল্পনা নেয়া হয়েছে। xyxy=(1151,535,1397,701)
article-side-column xyxy=(640,75,759,1974)
paragraph: তিন দলের নেতারাই অবশ্য বলছেন, নির্ধারিত সময়ে নির্বাচন চান তারা। তফসিল ঘোষণার পর মাঠের চিত্র বদলে যাবে বলেও আশা প্রকাশ করেন কেউ কেউ। xyxy=(1024,2075,1143,2155)
paragraph: সভাপতির বক্তব্যে জেলা সভাপতি বলেন, ত্যাগী নেতাকর্মীদের মূল্যায়ন করা হবে। আগামী দিনের আন্দোলন-সংগ্রামে সবাইকে প্রস্তুত থাকার আহ্বান জানান তিনি। xyxy=(1407,1756,1522,1851)
article-sramik xyxy=(775,935,1136,1318)
article-body xyxy=(14,2018,1143,2388)
paragraph: খিলগাঁও থানার ওসি বলেন, সরকারি জমি দখলমুক্ত করতে অভিযানে পুলিশ সব ধরনের সহযোগিতা করবে। দখলের সাথে জড়িতদের বিরুদ্ধে আইনানুগ ব্যবস্থা নেয়া হবে। xyxy=(1403,591,1522,685)
news-photo xyxy=(14,331,253,478)
paragraph: নবনির্বাচিত ভিপি তাৎক্ষণিক প্রতিক্রিয়ায় বলেন, 'আমরা সবাই মিলে এই ক্যাম্পাসকে নিরাপদ, দখলদারিত্বমুক্ত ও শিক্ষাবান্ধব করে গড়ে তুলব। কোনো শিক্ষার্থী যেন বৈষম্যের শিকার না হন, সেটিই হবে আমাদের প্রথম অঙ্গীকার।' xyxy=(14,497,130,619)
paragraph: হামাসের জ্যেষ্ঠ নেতা বলেন, গাজার প্রশাসন ফিলিস্তিনিদের হাতেই থাকতে হবে। জাতীয় ঐকমত্যের সরকার গঠনে সব পক্ষের সাথে আলোচনায় প্রস্তুত তারা। xyxy=(648,781,759,875)
article-malibag xyxy=(1151,1001,1522,1296)
paragraph: পুলিশ জানিয়েছে, প্রতিটি ঘটনায় অপমৃত্যুর মামলা হয়েছে। ময়নাতদন্ত শেষে লাশ পরিবারের কাছে হস্তান্তর করা হবে। xyxy=(1024,343,1136,410)
byline: বগুড়া অফিস xyxy=(896,219,952,232)
paragraph: ডিবি সূত্র জানায়, সিসিটিভি ফুটেজ বিশ্লেষণ করে চক্রের তিন সদস্যকে শনাক্ত করা হয়েছে। তাদের গ্রেফতারে অভিযান চলছে। চুরি যাওয়া স্বর্ণালঙ্কারের আনুমানিক মূল্য দেড় কোটি টাকা। xyxy=(1151,1053,1270,1147)
paragraph: স্থানীয় বাসিন্দারা বলেন, ফুটপাত ও সড়ক দখলের কারণে যানজট লেগেই থাকে। স্কুলগামী শিশু ও বয়স্কদের চলাচলে দুর্ভোগ চরমে পৌঁছেছে। xyxy=(1277,591,1397,671)
paragraph: জাতিসঙ্ঘের মানবিক বিষয়ক সমন্বয় দফতর জানিয়েছে, উত্তর গাজায় ৯০ শতাংশের বেশি ঘরবাড়ি সম্পূর্ণ বা আংশিক ধ্বংস হয়েছে। শীত সামনে রেখে তাঁবু ও কম্বলের চাহিদা বেড়েছে কয়েক গুণ। xyxy=(648,172,759,293)
paragraph: মো: আনোয়ার হোসেন চৌধুরী জানান, মানসম্মত শিক্ষক সঙ্কট, বিজ্ঞান শিক্ষায় অনাগ্রহ ও পরীক্ষাকেন্দ্রিক প্রস্তুতির ঘাটতিই সিলেটে ফল বিপর্যয়ের বড় কারণ। এবার এ বোর্ডে পাসের হার ৫৮ দশমিক ১৩ শতাংশ, যা দেশের সব বোর্ডের মধ্যে সর্বনিম্ন। xyxy=(774,1373,891,1508)
paragraph: ৩য় ধাপ গণনা শেষে ১৬টি হল সংসদের ফলও ঘোষণা করা হয়েছে। সেখানে অধিকাংশ পদে জয় পেয়েছেন শিবির সমর্থিত প্রার্থীরা। কয়েকটি হলে স্বতন্ত্র প্রার্থীরাও চমক দেখিয়েছেন। xyxy=(269,75,383,183)
paragraph: জেলা প্রশাসক বলেন, ভূমিসেবা, জন্মনিবন্ধনসহ সব সেবা এখন এক ঠিকানায় মিলছে। অভিযোগ পাওয়া মাত্র ব্যবস্থা নেয়া হচ্ছে। সেবাপ্রার্থীদের কোনো মাধ্যম না ধরে সরাসরি অফিসে আসার পরামর্শ দেন তিনি। xyxy=(1151,1666,1269,1775)
article-side-column xyxy=(261,75,382,1974)
headline-lalon: লালন দর্শন বহু মাত্রিক xyxy=(1151,1309,1320,1330)
paragraph: বিশ্লেষকরা বলছেন, নির্বাচন যত ঘনিয়ে আসছে, দলগুলোর পারস্পরিক অবিশ্বাস তত বাড়ছে। প্রশাসনের নিরপেক্ষতার প্রশ্ন সামনে এনে প্রতিটি দল মূলত নিজেদের দর-কষাকষির অবস্থান শক্ত করতে চাইছে। xyxy=(772,2018,1017,2146)
paragraph: আলোচকরা বলেন, লালন দর্শন কেবল সাধনসঙ্গীত নয়; এর মধ্যে রয়েছে সমাজ সংস্কার, অসাম্প্রদায়িকতা ও মানবমুক্তির বার্তা। নতুন প্রজন্মের কাছে তা পৌঁছে দিতে পাঠ্যসূচিতে লালনচর্চা অন্তর্ভুক্তের দাবি জানান তারা। xyxy=(1277,1336,1522,1420)
paragraph: হামাস জানিয়েছে, তারা যুদ্ধবিরতি চুক্তির পূর্ণ বাস্তবায়নে প্রতিশ্রুতিবদ্ধ। সংগঠনটির এক মুখপাত্র বলেন, 'আমরা চুক্তির প্রতিটি ধারা মেনে চলছি; বরং দখলদার বাহিনীই প্রতিদিন চুক্তি লঙ্ঘন করছে।' মধ্যস্থতাকারীদের কাছে লঙ্ঘনের তালিকা হস্তান্তর করা হয়েছে বলেও জানান তিনি। xyxy=(398,462,513,623)
paragraph: কর্মশালা শেষে জেলা প্রশাসনের উদ্যোগে সেবা সপ্তাহের ঘোষণা দেয়া হয়। আগামী মাসে ইউনিয়ন পর্যায়ে ভ্রাম্যমাণ সেবা ক্যাম্প বসবে। xyxy=(1275,1777,1393,1858)
